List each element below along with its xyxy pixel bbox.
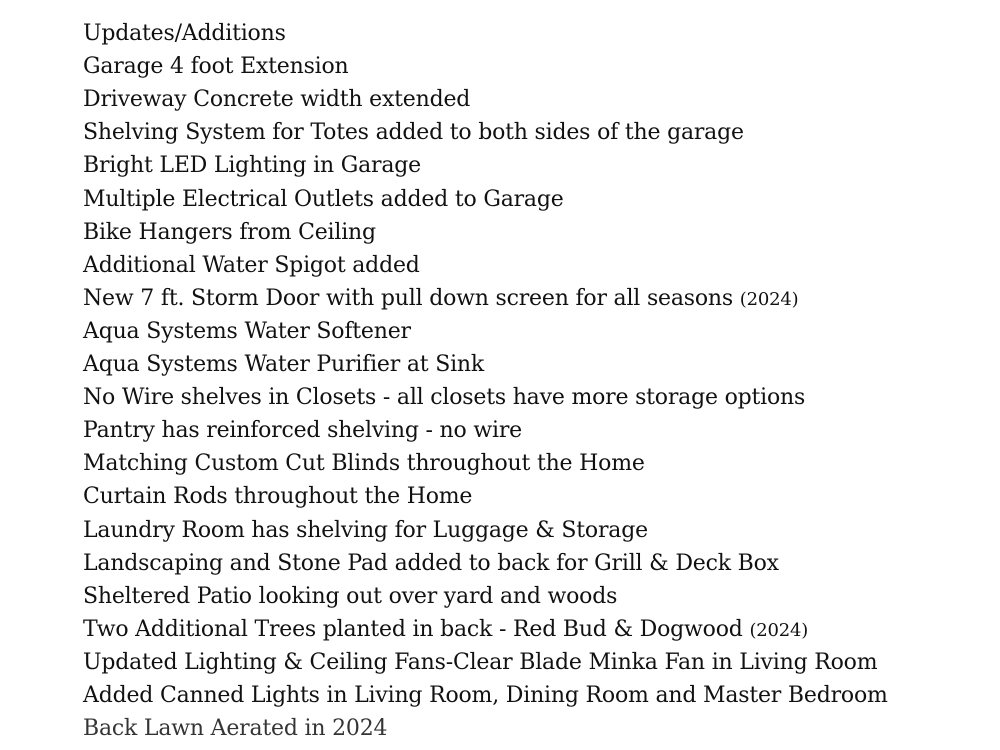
list-item-text: New 7 ft. Storm Door with pull down screen for all seasons — [83, 285, 733, 311]
list-item: Aqua Systems Water Softener — [83, 318, 411, 344]
list-item: Curtain Rods throughout the Home — [83, 484, 473, 510]
list-item: Laundry Room has shelving for Luggage & Storage — [83, 517, 648, 543]
list-item-text: Two Additional Trees planted in back - Red Bud & Dogwood — [83, 616, 743, 642]
list-item-with-year — [83, 613, 888, 646]
list-item: Matching Custom Cut Blinds throughout the Home — [83, 451, 645, 477]
partial-top-line — [83, 0, 888, 17]
list-item-cutoff: Back Lawn Aerated in 2024 — [83, 716, 388, 742]
list-item: Updated Lighting & Ceiling Fans-Clear Blade Minka Fan in Living Room — [83, 649, 878, 675]
list-item: Shelving System for Totes added to both sides of the garage — [83, 120, 744, 146]
list-item: Aqua Systems Water Purifier at Sink — [83, 352, 485, 378]
list-item: Bright LED Lighting in Garage — [83, 153, 421, 179]
list-heading: Updates/Additions — [83, 21, 286, 47]
list-item: Added Canned Lights in Living Room, Dining Room and Master Bedroom — [83, 682, 888, 708]
updates-list — [83, 0, 888, 745]
year-tag: (2024) — [739, 288, 799, 310]
list-item: Garage 4 foot Extension — [83, 54, 349, 80]
list-item: Sheltered Patio looking out over yard and woods — [83, 583, 618, 609]
list-item: Driveway Concrete width extended — [83, 87, 471, 113]
list-item: Bike Hangers from Ceiling — [83, 219, 376, 245]
list-item: Pantry has reinforced shelving - no wire — [83, 418, 522, 444]
list-item-with-year — [83, 282, 888, 315]
list-item: Multiple Electrical Outlets added to Garage — [83, 186, 564, 212]
list-item: Landscaping and Stone Pad added to back for Grill & Deck Box — [83, 550, 779, 576]
list-item: No Wire shelves in Closets - all closets have more storage options — [83, 385, 806, 411]
list-item: Additional Water Spigot added — [83, 252, 420, 278]
year-tag: (2024) — [749, 619, 809, 641]
